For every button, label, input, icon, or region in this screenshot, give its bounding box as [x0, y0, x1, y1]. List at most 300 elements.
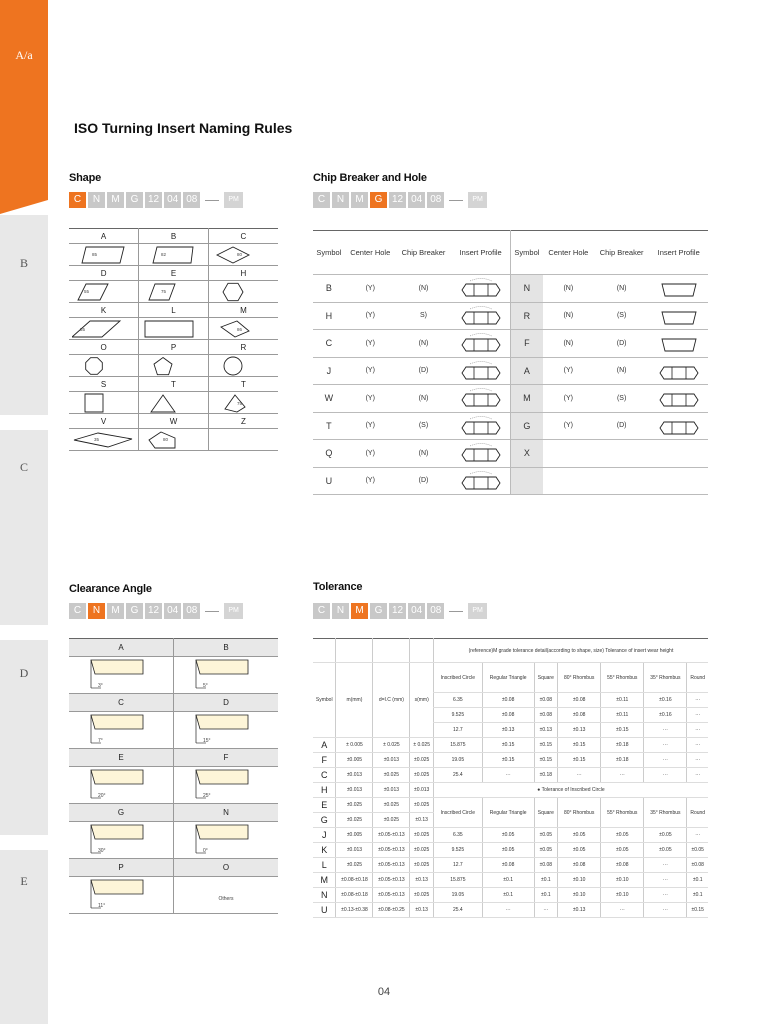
clearance-label-o: O: [174, 859, 279, 877]
code-letter: 12: [389, 603, 406, 619]
insert-profile-icon: [656, 415, 702, 437]
tolerance-sub-header: 35° Rhombus: [644, 798, 687, 828]
tolerance-value: ±0.025: [373, 768, 410, 783]
tolerance-grade-cell: ±0.08: [601, 858, 644, 873]
tolerance-value: ±0.025: [410, 828, 434, 843]
chip-center-hole-2: (N): [543, 275, 594, 303]
chip-row: [313, 467, 708, 495]
chip-center-hole: (Y): [345, 275, 396, 303]
code-dash: [449, 200, 463, 201]
angle-label: 80: [163, 436, 169, 442]
clearance-cell-o: [174, 877, 279, 914]
code-letter: 04: [408, 603, 425, 619]
tolerance-symbol: F: [313, 753, 336, 768]
clearance-label-e: E: [69, 749, 174, 767]
tolerance-sub-header: Round: [687, 663, 708, 693]
tolerance-spacer: [410, 639, 434, 663]
tolerance-sub-header: 80° Rhombus: [558, 798, 601, 828]
tolerance-value: ±0.08-±0.18: [336, 888, 373, 903]
tolerance-grade-cell: ±0.15: [534, 738, 558, 753]
shape-cell-m: [208, 318, 278, 340]
tolerance-value: ±0.025: [336, 798, 373, 813]
tolerance-value: ±0.013: [410, 783, 434, 798]
chip-profile: [451, 357, 510, 385]
tolerance-value: ±0.013: [336, 783, 373, 798]
clearance-angle-b-icon: [176, 658, 276, 692]
chip-center-hole-2: (N): [543, 302, 594, 330]
shape-cell-h: [208, 281, 278, 303]
shape-label-p: P: [139, 340, 209, 355]
clearance-label-row: [69, 749, 278, 767]
tolerance-row: [313, 873, 708, 888]
shape-cell-l: [139, 318, 209, 340]
shape-label-e: E: [139, 266, 209, 281]
chip-header: Symbol: [510, 231, 542, 275]
angle-label: 25°: [203, 793, 211, 799]
chip-symbol-2: A: [510, 357, 542, 385]
code-letter: C: [69, 192, 86, 208]
angle-label: 86: [237, 326, 243, 332]
tolerance-value: ±0.013: [336, 843, 373, 858]
code-letter: N: [88, 603, 105, 619]
chip-symbol-2: [510, 467, 542, 495]
tolerance-value: ±0.025: [336, 858, 373, 873]
tolerance-value: ±0.13: [410, 813, 434, 828]
tolerance-grade-cell: ±0.05: [644, 828, 687, 843]
clearance-cell-n: [174, 822, 279, 859]
shape-e-icon: [141, 282, 205, 302]
tolerance-grade-cell: ±0.13: [558, 723, 601, 738]
shape-cell-a: [69, 244, 139, 266]
angle-label: 20°: [98, 793, 106, 799]
chip-profile-2: [649, 302, 708, 330]
side-tab-b[interactable]: [0, 215, 48, 415]
tolerance-grade-cell: ±0.15: [482, 738, 534, 753]
tolerance-grade-cell: ±0.16: [644, 693, 687, 708]
clearance-label-g: G: [69, 804, 174, 822]
tolerance-grade-cell: 6.35: [433, 693, 482, 708]
tolerance-value: ±0.05-±0.13: [373, 873, 410, 888]
tolerance-symbol: N: [313, 888, 336, 903]
shape-v-icon: [72, 430, 136, 450]
tolerance-value: ±0.05-±0.13: [373, 858, 410, 873]
shape-label-row: [69, 377, 278, 392]
chip-breaker: (N): [396, 275, 452, 303]
code-letter: 12: [389, 192, 406, 208]
tolerance-grade-cell: ±0.08: [558, 693, 601, 708]
shape-label-m: M: [208, 303, 278, 318]
shape-label-a: A: [69, 229, 139, 244]
code-row-tolerance: [313, 603, 487, 619]
shape-label-d: D: [69, 266, 139, 281]
tolerance-grade-cell: ±0.13: [482, 723, 534, 738]
tolerance-grade-cell: 9.525: [433, 708, 482, 723]
shape-cell-z: [208, 429, 278, 451]
tolerance-grade-cell: ±0.1: [687, 888, 708, 903]
shape-picture-row: [69, 392, 278, 414]
shape-cell-t: [139, 392, 209, 414]
tolerance-grade-cell: ±0.16: [644, 708, 687, 723]
tolerance-sub-header: Square: [534, 663, 558, 693]
chip-breaker: (S): [396, 412, 452, 440]
tolerance-grade-cell: ±0.1: [482, 888, 534, 903]
tolerance-grade-cell: ±0.05: [482, 828, 534, 843]
tolerance-grade-cell: ···: [687, 828, 708, 843]
code-row-chip: [313, 192, 487, 208]
clearance-angle-g-icon: [71, 823, 171, 857]
tolerance-grade-cell: ···: [644, 723, 687, 738]
tolerance-col-header: d=I.C (mm): [373, 663, 410, 738]
chip-center-hole: (Y): [345, 440, 396, 468]
tolerance-grade-cell: ···: [558, 768, 601, 783]
shape-o-icon: [72, 356, 136, 376]
shape-cell-b: [139, 244, 209, 266]
code-letter: M: [351, 603, 368, 619]
tolerance-value: ±0.05-±0.13: [373, 843, 410, 858]
tolerance-grade-cell: ±0.05: [644, 843, 687, 858]
tolerance-grade-cell: ···: [644, 768, 687, 783]
shape-label-o: O: [69, 340, 139, 355]
chip-center-hole-2: (N): [543, 330, 594, 358]
code-letter: M: [107, 192, 124, 208]
tolerance-value: ±0.025: [410, 753, 434, 768]
chip-symbol-2: M: [510, 385, 542, 413]
tolerance-value: ±0.08-±0.18: [336, 873, 373, 888]
tolerance-value: ± 0.005: [336, 738, 373, 753]
tolerance-sub-header: Inscribed Circle: [433, 663, 482, 693]
tolerance-grade-cell: ±0.15: [482, 753, 534, 768]
tolerance-value: ±0.05-±0.13: [373, 828, 410, 843]
chip-center-hole: (Y): [345, 330, 396, 358]
chip-header: Chip Breaker: [594, 231, 650, 275]
tolerance-grade-cell: ±0.18: [534, 768, 558, 783]
clearance-label-c: C: [69, 694, 174, 712]
chip-title: Chip Breaker and Hole: [313, 172, 427, 184]
chip-row: [313, 330, 708, 358]
clearance-label-b: B: [174, 639, 279, 657]
tolerance-value: ±0.025: [373, 813, 410, 828]
code-suffix: PM: [468, 603, 487, 619]
tolerance-grade-cell: 15.875: [433, 738, 482, 753]
tolerance-row: [313, 828, 708, 843]
shape-label-row: [69, 303, 278, 318]
tolerance-value: ±0.013: [373, 783, 410, 798]
shape-label-s: S: [69, 377, 139, 392]
shape-t-icon: [211, 393, 275, 413]
chip-symbol-2: N: [510, 275, 542, 303]
chip-row: [313, 412, 708, 440]
chip-profile: [451, 330, 510, 358]
tolerance-grade-cell: ···: [644, 738, 687, 753]
chip-breaker: (D): [396, 467, 452, 495]
chip-profile: [451, 385, 510, 413]
tolerance-grade-cell: ···: [482, 768, 534, 783]
chip-center-hole-2: (Y): [543, 412, 594, 440]
tolerance-grade-cell: ···: [644, 903, 687, 918]
tolerance-grade-cell: ±0.08: [534, 708, 558, 723]
clearance-cell-a: [69, 657, 174, 694]
tolerance-sub-header: Regular Triangle: [482, 798, 534, 828]
tolerance-grade-cell: ±0.05: [558, 828, 601, 843]
chip-breaker: (N): [396, 385, 452, 413]
tolerance-value: ±0.025: [410, 888, 434, 903]
tolerance-grade-cell: ±0.05: [601, 828, 644, 843]
shape-s-icon: [72, 393, 136, 413]
clearance-table: [69, 638, 278, 914]
others-label: Others: [218, 896, 234, 902]
clearance-label-a: A: [69, 639, 174, 657]
chip-symbol: H: [313, 302, 345, 330]
chip-center-hole-2: [543, 467, 594, 495]
tolerance-grade-cell: ±0.18: [601, 753, 644, 768]
side-label-b: B: [19, 256, 28, 270]
angle-label: 30°: [98, 848, 106, 854]
tolerance-value: ±0.025: [336, 813, 373, 828]
tolerance-grade-cell: ±0.08: [687, 858, 708, 873]
code-letter: G: [370, 603, 387, 619]
code-suffix: PM: [224, 603, 243, 619]
tolerance-value: ±0.005: [336, 753, 373, 768]
tolerance-spacer: [313, 639, 336, 663]
clearance-angle-a-icon: [71, 658, 171, 692]
shape-b-icon: [141, 245, 205, 265]
tolerance-row: [313, 798, 708, 813]
tolerance-symbol: C: [313, 768, 336, 783]
shape-h-icon: [211, 282, 275, 302]
chip-breaker: (N): [396, 440, 452, 468]
shape-label-r: R: [208, 340, 278, 355]
tolerance-grade-cell: ±0.15: [558, 753, 601, 768]
tolerance-header-row: [313, 663, 708, 693]
tolerance-symbol: U: [313, 903, 336, 918]
chip-row: [313, 357, 708, 385]
side-tab-a-active[interactable]: [0, 0, 48, 200]
tolerance-grade-cell: ···: [482, 903, 534, 918]
tolerance-grade-cell: ±0.08: [482, 693, 534, 708]
clearance-angle-p-icon: [71, 878, 171, 912]
chip-symbol: T: [313, 412, 345, 440]
insert-profile-icon: [458, 305, 504, 327]
insert-profile-icon: [656, 332, 702, 354]
side-tabs: [0, 0, 48, 1024]
shape-label-k: K: [69, 303, 139, 318]
clearance-angle-n-icon: [176, 823, 276, 857]
insert-profile-icon: [656, 305, 702, 327]
chip-breaker-2: [594, 467, 650, 495]
tolerance-col-header: Symbol: [313, 663, 336, 738]
chip-center-hole-2: (Y): [543, 357, 594, 385]
tolerance-grade-cell: ±0.05: [534, 828, 558, 843]
tolerance-legend: ● Tolerance of Inscribed Circle: [433, 783, 708, 798]
tolerance-row: [313, 903, 708, 918]
shape-cell-d: [69, 281, 139, 303]
shape-cell-k: [69, 318, 139, 340]
clearance-picture-row: [69, 767, 278, 804]
insert-profile-icon: [656, 387, 702, 409]
tolerance-grade-cell: ±0.08: [558, 858, 601, 873]
angle-label: 0°: [203, 848, 208, 854]
shape-label-w: W: [139, 414, 209, 429]
code-letter: 04: [408, 192, 425, 208]
tolerance-symbol: L: [313, 858, 336, 873]
chip-breaker-2: (S): [594, 302, 650, 330]
tolerance-grade-cell: ±0.08: [558, 708, 601, 723]
tolerance-title: Tolerance: [313, 581, 363, 593]
tolerance-sub-header: 55° Rhombus: [601, 798, 644, 828]
tolerance-symbol: G: [313, 813, 336, 828]
tolerance-grade-cell: ···: [687, 693, 708, 708]
chip-symbol-2: R: [510, 302, 542, 330]
shape-w-icon: [141, 430, 205, 450]
tolerance-grade-cell: ±0.1: [534, 888, 558, 903]
shape-cell-r: [208, 355, 278, 377]
code-letter: 12: [145, 192, 162, 208]
shape-label-h: H: [208, 266, 278, 281]
tolerance-grade-cell: ···: [601, 903, 644, 918]
tolerance-grade-cell: ···: [687, 738, 708, 753]
clearance-label-f: F: [174, 749, 279, 767]
shape-label-l: L: [139, 303, 209, 318]
shape-a-icon: [72, 245, 136, 265]
side-label-c: C: [19, 460, 28, 474]
shape-label-v: V: [69, 414, 139, 429]
shape-d-icon: [72, 282, 136, 302]
code-letter: C: [69, 603, 86, 619]
tolerance-spacer: [336, 639, 373, 663]
chip-symbol: C: [313, 330, 345, 358]
shape-cell-c: [208, 244, 278, 266]
tolerance-grade-cell: 12.7: [433, 858, 482, 873]
code-letter: G: [126, 192, 143, 208]
page-title: ISO Turning Insert Naming Rules: [74, 120, 293, 136]
clearance-label-row: [69, 804, 278, 822]
tolerance-symbol: E: [313, 798, 336, 813]
clearance-label-row: [69, 639, 278, 657]
tolerance-value: ±0.025: [373, 798, 410, 813]
tolerance-spacer: [373, 639, 410, 663]
tolerance-symbol: M: [313, 873, 336, 888]
chip-profile-2: [649, 275, 708, 303]
tolerance-grade-cell: ±0.15: [601, 723, 644, 738]
tolerance-value: ±0.013: [373, 753, 410, 768]
tolerance-grade-cell: ±0.11: [601, 708, 644, 723]
chip-symbol-2: X: [510, 440, 542, 468]
tolerance-sub-header: Square: [534, 798, 558, 828]
shape-m-icon: [211, 319, 275, 339]
shape-l-icon: [141, 319, 205, 339]
tolerance-value: ±0.025: [410, 768, 434, 783]
angle-label: 55: [79, 326, 85, 332]
clearance-cell-f: [174, 767, 279, 804]
chip-header: Insert Profile: [451, 231, 510, 275]
chip-header: Insert Profile: [649, 231, 708, 275]
chip-symbol-2: G: [510, 412, 542, 440]
insert-profile-icon: [458, 470, 504, 492]
chip-row: [313, 385, 708, 413]
tolerance-grade-cell: 6.35: [433, 828, 482, 843]
shape-cell-t: [208, 392, 278, 414]
chip-profile: [451, 440, 510, 468]
tolerance-grade-cell: 9.525: [433, 843, 482, 858]
angle-label: 7°: [98, 738, 103, 744]
shape-cell-o: [69, 355, 139, 377]
code-dash: [205, 200, 219, 201]
insert-profile-icon: [458, 442, 504, 464]
chip-profile-2: [649, 440, 708, 468]
tolerance-grade-cell: ±0.05: [482, 843, 534, 858]
side-label-e: E: [20, 874, 28, 888]
chip-breaker-2: [594, 440, 650, 468]
chip-breaker: (N): [396, 330, 452, 358]
shape-cell-v: [69, 429, 139, 451]
chip-center-hole: (Y): [345, 412, 396, 440]
angle-label: 82: [161, 251, 167, 257]
chip-profile-2: [649, 467, 708, 495]
tolerance-value: ±0.13: [410, 903, 434, 918]
tolerance-grade-cell: ±0.1: [534, 873, 558, 888]
clearance-label-row: [69, 859, 278, 877]
chip-symbol: W: [313, 385, 345, 413]
tolerance-row: [313, 843, 708, 858]
tolerance-col-header: m(mm): [336, 663, 373, 738]
tolerance-row: [313, 753, 708, 768]
code-letter: C: [313, 192, 330, 208]
side-label-d: D: [19, 666, 29, 680]
shape-z-icon: [211, 430, 275, 450]
tolerance-row: [313, 858, 708, 873]
tolerance-grade-cell: ···: [644, 888, 687, 903]
code-letter: N: [332, 603, 349, 619]
code-letter: M: [107, 603, 124, 619]
code-suffix: PM: [224, 192, 243, 208]
angle-label: 11°: [98, 903, 106, 909]
shape-label-row: [69, 340, 278, 355]
code-letter: 04: [164, 603, 181, 619]
tolerance-value: ±0.025: [410, 798, 434, 813]
chip-header: Center Hole: [345, 231, 396, 275]
tolerance-value: ±0.005: [336, 828, 373, 843]
tolerance-grade-cell: ±0.05: [601, 843, 644, 858]
tolerance-sub-header: Regular Triangle: [482, 663, 534, 693]
angle-label: 85: [91, 251, 97, 257]
insert-profile-icon: [458, 277, 504, 299]
tolerance-value: ±0.025: [410, 843, 434, 858]
chip-profile-2: [649, 330, 708, 358]
tolerance-grade-cell: ···: [644, 753, 687, 768]
tolerance-grade-cell: ±0.15: [687, 903, 708, 918]
angle-label: 3°: [98, 683, 103, 689]
shape-t-icon: [141, 393, 205, 413]
shape-picture-row: [69, 318, 278, 340]
chip-symbol: U: [313, 467, 345, 495]
tolerance-value: ±0.13: [410, 873, 434, 888]
tolerance-value: ± 0.025: [410, 738, 434, 753]
tolerance-grade-cell: 15.875: [433, 873, 482, 888]
tolerance-grade-cell: ±0.08: [534, 693, 558, 708]
code-letter: 08: [427, 192, 444, 208]
chip-row: [313, 440, 708, 468]
tolerance-value: ± 0.025: [373, 738, 410, 753]
clearance-label-n: N: [174, 804, 279, 822]
angle-label: 35: [93, 436, 99, 442]
chip-profile: [451, 302, 510, 330]
clearance-label-p: P: [69, 859, 174, 877]
insert-profile-icon: [458, 415, 504, 437]
code-letter: 08: [183, 192, 200, 208]
chip-center-hole: (Y): [345, 467, 396, 495]
clearance-cell-c: [69, 712, 174, 749]
tolerance-sub-header: Inscribed Circle: [433, 798, 482, 828]
